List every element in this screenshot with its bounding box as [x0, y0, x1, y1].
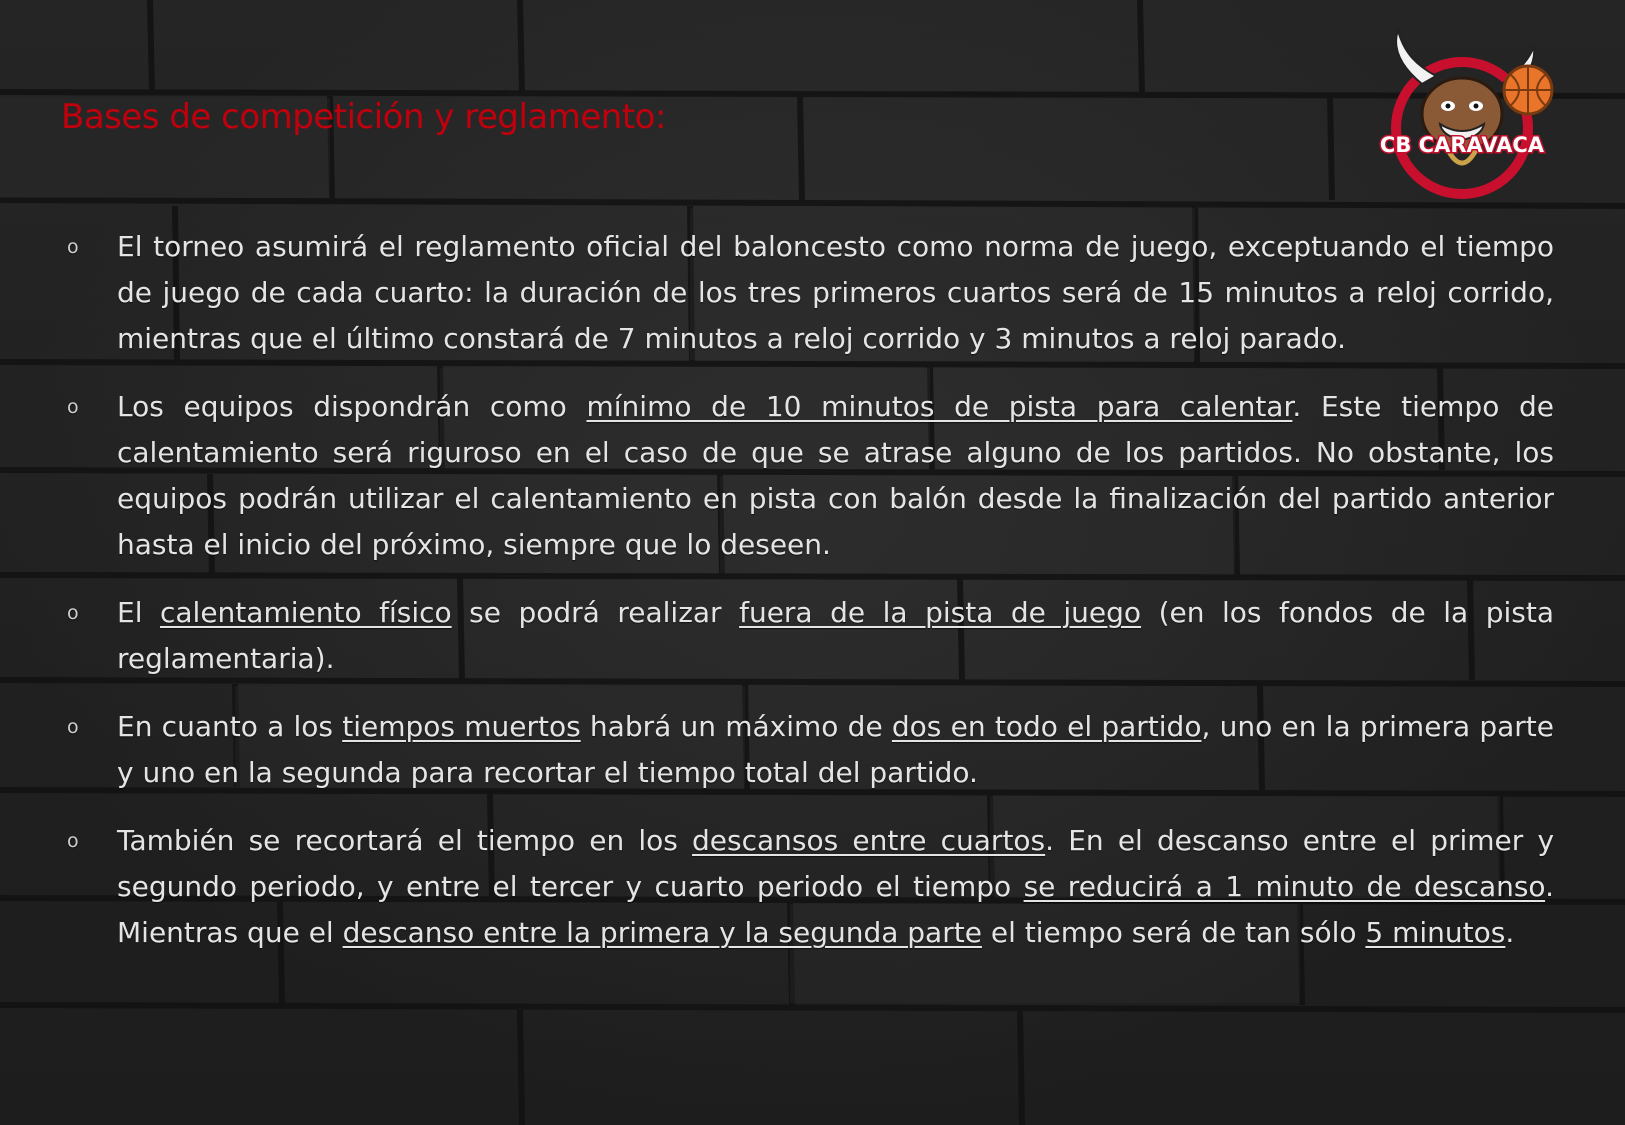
rule-item — [60, 224, 1554, 362]
rule-text: Los equipos dispondrán como — [117, 390, 587, 423]
rule-text: . En el descanso entre el primer y segundo periodo, y entre el tercer y cuarto periodo el tiempo — [117, 824, 1555, 903]
emphasized-text: calentamiento físico — [160, 596, 452, 629]
emphasized-text: tiempos muertos — [342, 710, 581, 743]
rule-text: El torneo asumirá el reglamento oficial del baloncesto como norma de juego, exceptuando el tiempo de juego de cada cuarto: la duración de los tres primeros cuartos será de 15 minutos a reloj corrido, mientras que el último constará de 7 minutos a reloj corrido y 3 minutos a reloj parado. — [117, 230, 1554, 355]
rule-item — [60, 590, 1554, 682]
emphasized-text: se reducirá a 1 minuto de descanso — [1023, 870, 1546, 903]
emphasized-text: dos en todo el partido — [891, 710, 1202, 743]
rules-list — [60, 224, 1554, 978]
rule-text: , uno en la primera parte y uno en la segunda para recortar el tiempo total del partido. — [117, 710, 1554, 789]
rule-text: se podrá realizar — [451, 596, 740, 629]
slide-title: Bases de competición y reglamento: — [61, 97, 666, 137]
emphasized-text: fuera de la pista de juego — [739, 596, 1142, 629]
rule-text: (en los fondos de la pista reglamentaria). — [117, 596, 1555, 675]
rule-text: el tiempo será de tan sólo — [981, 916, 1366, 949]
rule-text: habrá un máximo de — [580, 710, 892, 743]
bullet-marker-icon: o — [67, 830, 79, 852]
rule-item — [60, 384, 1554, 568]
emphasized-text: 5 minutos — [1365, 916, 1506, 949]
emphasized-text: descanso entre la primera y la segunda parte — [342, 916, 982, 949]
club-logo-text: CB CARAVACA — [1379, 133, 1545, 157]
bull-mascot-basketball-logo-icon — [1370, 26, 1570, 216]
rule-item — [60, 704, 1554, 796]
rule-text: . Mientras que el — [117, 870, 1554, 949]
bullet-marker-icon: o — [67, 396, 79, 418]
emphasized-text: mínimo de 10 minutos de pista para calentar — [586, 390, 1293, 423]
bullet-marker-icon: o — [67, 236, 79, 258]
rule-text: . Este tiempo de calentamiento será riguroso en el caso de que se atrase alguno de los partidos. No obstante, los equipos podrán utilizar el calentamiento en pista con balón desde la finalización del partido anterior hasta el inicio del próximo, siempre que lo deseen. — [117, 390, 1555, 561]
rule-text: También se recortará el tiempo en los — [117, 824, 693, 857]
bullet-marker-icon: o — [67, 602, 79, 624]
rule-item — [60, 818, 1554, 956]
bullet-marker-icon: o — [67, 716, 79, 738]
emphasized-text: descansos entre cuartos — [692, 824, 1046, 857]
rule-text: El — [117, 596, 160, 629]
rule-text: En cuanto a los — [117, 710, 343, 743]
club-logo — [1370, 26, 1570, 216]
rule-text: . — [1505, 916, 1515, 949]
